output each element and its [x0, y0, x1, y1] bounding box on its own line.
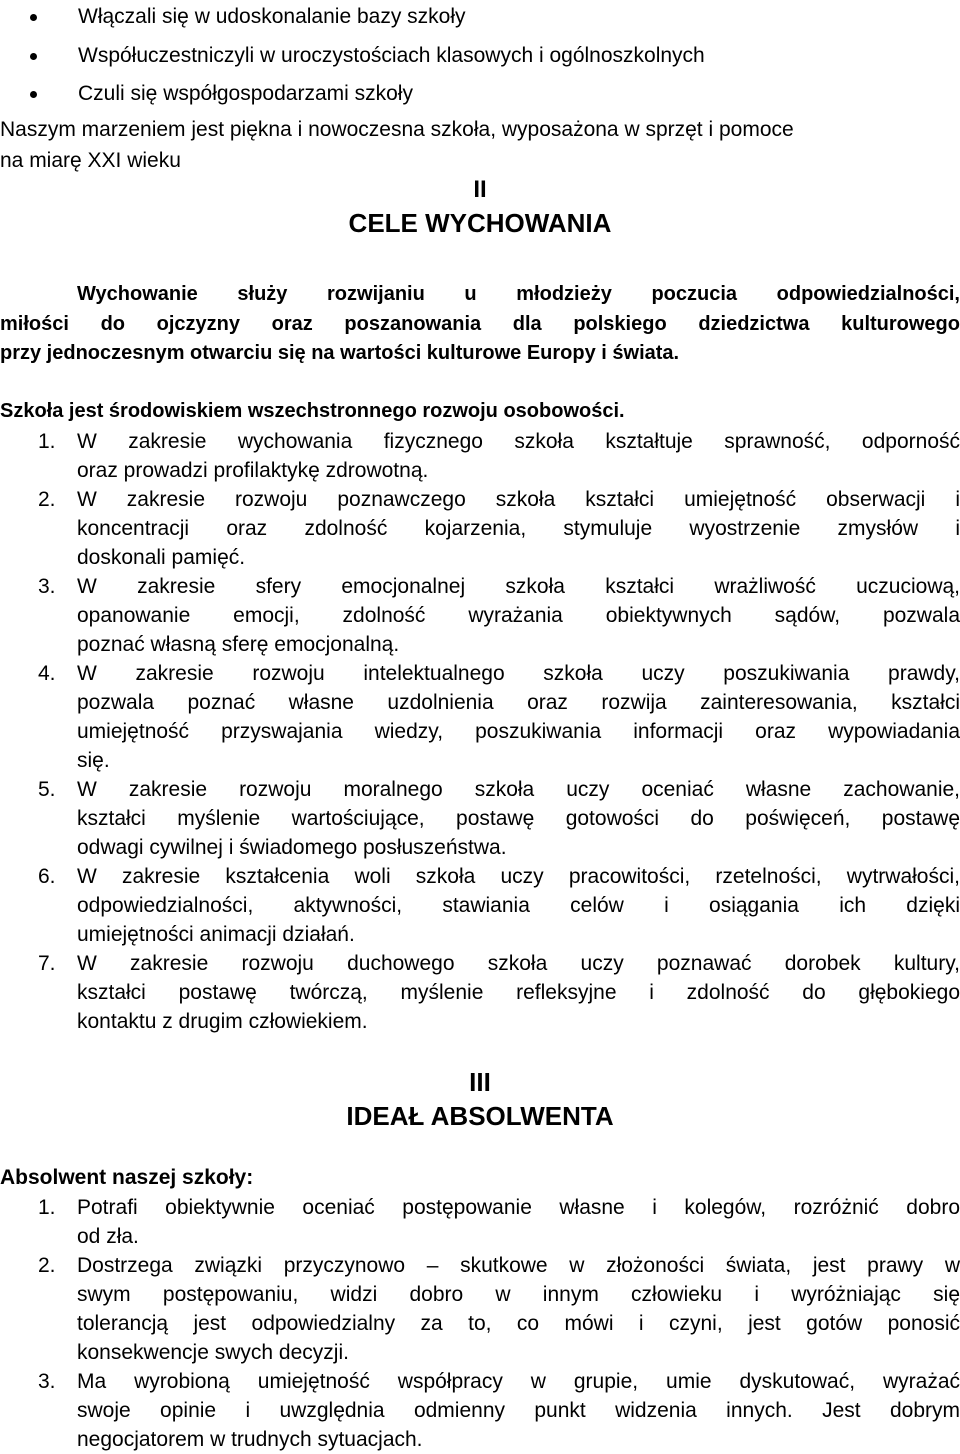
- bullet-list: [0, 0, 960, 114]
- section-subheading: Szkoła jest środowiskiem wszechstronnego rozwoju osobowości.: [0, 400, 625, 422]
- graduate-list: [0, 1193, 960, 1454]
- list-item-line: W zakresie rozwoju duchowego szkoła uczy poznawać dorobek kultury,: [77, 952, 960, 975]
- list-item-line: odwagi cywilnej i świadomego posłuszeństwa.: [77, 836, 507, 859]
- list-item-line: pozwala poznać własne uzdolnienia oraz rozwija zainteresowania, kształci: [77, 691, 960, 714]
- section-intro: [0, 280, 960, 369]
- list-item-number: 7.: [38, 952, 56, 975]
- list-item-number: 3.: [38, 575, 56, 598]
- dream-line: na miarę XXI wieku: [0, 148, 181, 172]
- list-item-line: Ma wyrobioną umiejętność współpracy w grupie, umie dyskutować, wyrażać: [77, 1370, 960, 1393]
- list-item-line: kształci myślenie wartościujące, postawę gotowości do poświęceń, postawę: [77, 807, 960, 830]
- dream-line: Naszym marzeniem jest piękna i nowoczesna szkoła, wyposażona w sprzęt i pomoce: [0, 118, 794, 141]
- bullet-icon: [30, 14, 37, 21]
- list-item: [0, 659, 960, 775]
- list-item-line: W zakresie wychowania fizycznego szkoła kształtuje sprawność, odporność: [77, 430, 960, 453]
- list-item-number: 1.: [38, 430, 56, 453]
- list-item-line: konsekwencje swych decyzji.: [77, 1341, 349, 1364]
- list-item: [0, 775, 960, 862]
- list-item-number: 6.: [38, 865, 56, 888]
- list-item: [0, 949, 960, 1036]
- dream-paragraph: [0, 115, 960, 176]
- list-item-line: umiejętność przyswajania wiedzy, poszukiwania informacji oraz wypowiadania: [77, 720, 960, 743]
- list-item-number: 3.: [38, 1370, 56, 1393]
- bullet-icon: [30, 53, 37, 60]
- list-item-line: swoje opinie i uwzględnia odmienny punkt widzenia innych. Jest dobrym: [77, 1399, 960, 1422]
- bullet-item: [0, 0, 960, 37]
- section-title: CELE WYCHOWANIA: [348, 208, 612, 238]
- list-item: [0, 1367, 960, 1454]
- list-item-line: poznać własną sferę emocjonalną.: [77, 633, 400, 656]
- list-item-line: Dostrzega związki przyczynowo – skutkowe w złożoności świata, jest prawy w: [77, 1254, 960, 1277]
- list-item-line: W zakresie kształcenia woli szkoła uczy pracowitości, rzetelności, wytrwałości,: [77, 865, 960, 888]
- intro-line: przy jednoczesnym otwarciu się na wartości kulturowe Europy i świata.: [0, 342, 680, 364]
- list-item: [0, 862, 960, 949]
- list-item-line: swym postępowaniu, widzi dobro w innym człowieku i wyróżniając się: [77, 1283, 960, 1306]
- list-item-number: 2.: [38, 488, 56, 511]
- list-item-number: 2.: [38, 1254, 56, 1277]
- list-item-line: kształci postawę twórczą, myślenie refleksyjne i zdolność do głębokiego: [77, 981, 960, 1004]
- section-title: IDEAŁ ABSOLWENTA: [346, 1101, 614, 1131]
- list-item: [0, 572, 960, 659]
- list-item: [0, 1251, 960, 1367]
- list-item-line: doskonali pamięć.: [77, 546, 246, 569]
- list-item-line: negocjatorem w trudnych sytuacjach.: [77, 1428, 423, 1451]
- list-item-line: oraz prowadzi profilaktykę zdrowotną.: [77, 459, 429, 482]
- list-item-line: się.: [77, 749, 110, 772]
- bullet-item: [0, 37, 960, 76]
- list-item: [0, 427, 960, 485]
- section-subheading: Absolwent naszej szkoły:: [0, 1166, 254, 1189]
- list-item-number: 5.: [38, 778, 56, 801]
- list-item: [0, 485, 960, 572]
- list-item-line: W zakresie sfery emocjonalnej szkoła kształci wrażliwość uczuciową,: [77, 575, 960, 598]
- list-item-line: Potrafi obiektywnie oceniać postępowanie własne i kolegów, rozróżnić dobro: [77, 1196, 960, 1219]
- list-item-line: tolerancją jest odpowiedzialny za to, co mówi i czyni, jest gotów ponosić: [77, 1312, 960, 1335]
- list-item-line: od zła.: [77, 1225, 139, 1248]
- bullet-text: Czuli się współgospodarzami szkoły: [78, 82, 413, 105]
- list-item-line: W zakresie rozwoju poznawczego szkoła kształci umiejętność obserwacji i: [77, 488, 960, 511]
- list-item-line: odpowiedzialności, aktywności, stawiania celów i osiągania ich dzięki: [77, 894, 960, 917]
- section-numeral: II: [473, 176, 487, 203]
- list-item-line: opanowanie emocji, zdolność wyrażania obiektywnych sądów, pozwala: [77, 604, 960, 627]
- bullet-text: Współuczestniczyli w uroczystościach klasowych i ogólnoszkolnych: [78, 43, 705, 67]
- list-item-line: kontaktu z drugim człowiekiem.: [77, 1010, 368, 1033]
- list-item-number: 1.: [38, 1196, 56, 1219]
- bullet-icon: [30, 91, 37, 98]
- list-item-number: 4.: [38, 662, 56, 685]
- list-item-line: umiejętności animacji działań.: [77, 923, 355, 946]
- list-item-line: koncentracji oraz zdolność kojarzenia, stymuluje wyostrzenie zmysłów i: [77, 517, 960, 540]
- bullet-text: Włączali się w udoskonalanie bazy szkoły: [78, 5, 466, 28]
- section-numeral: III: [469, 1067, 491, 1097]
- intro-line: Wychowanie służy rozwijaniu u młodzieży poczucia odpowiedzialności,: [77, 283, 960, 305]
- list-item-line: W zakresie rozwoju moralnego szkoła uczy oceniać własne zachowanie,: [77, 778, 960, 801]
- list-item-line: W zakresie rozwoju intelektualnego szkoła uczy poszukiwania prawdy,: [77, 662, 960, 685]
- bullet-item: [0, 75, 960, 114]
- list-item: [0, 1193, 960, 1251]
- intro-line: miłości do ojczyzny oraz poszanowania dla polskiego dziedzictwa kulturowego: [0, 312, 960, 335]
- development-list: [0, 427, 960, 1036]
